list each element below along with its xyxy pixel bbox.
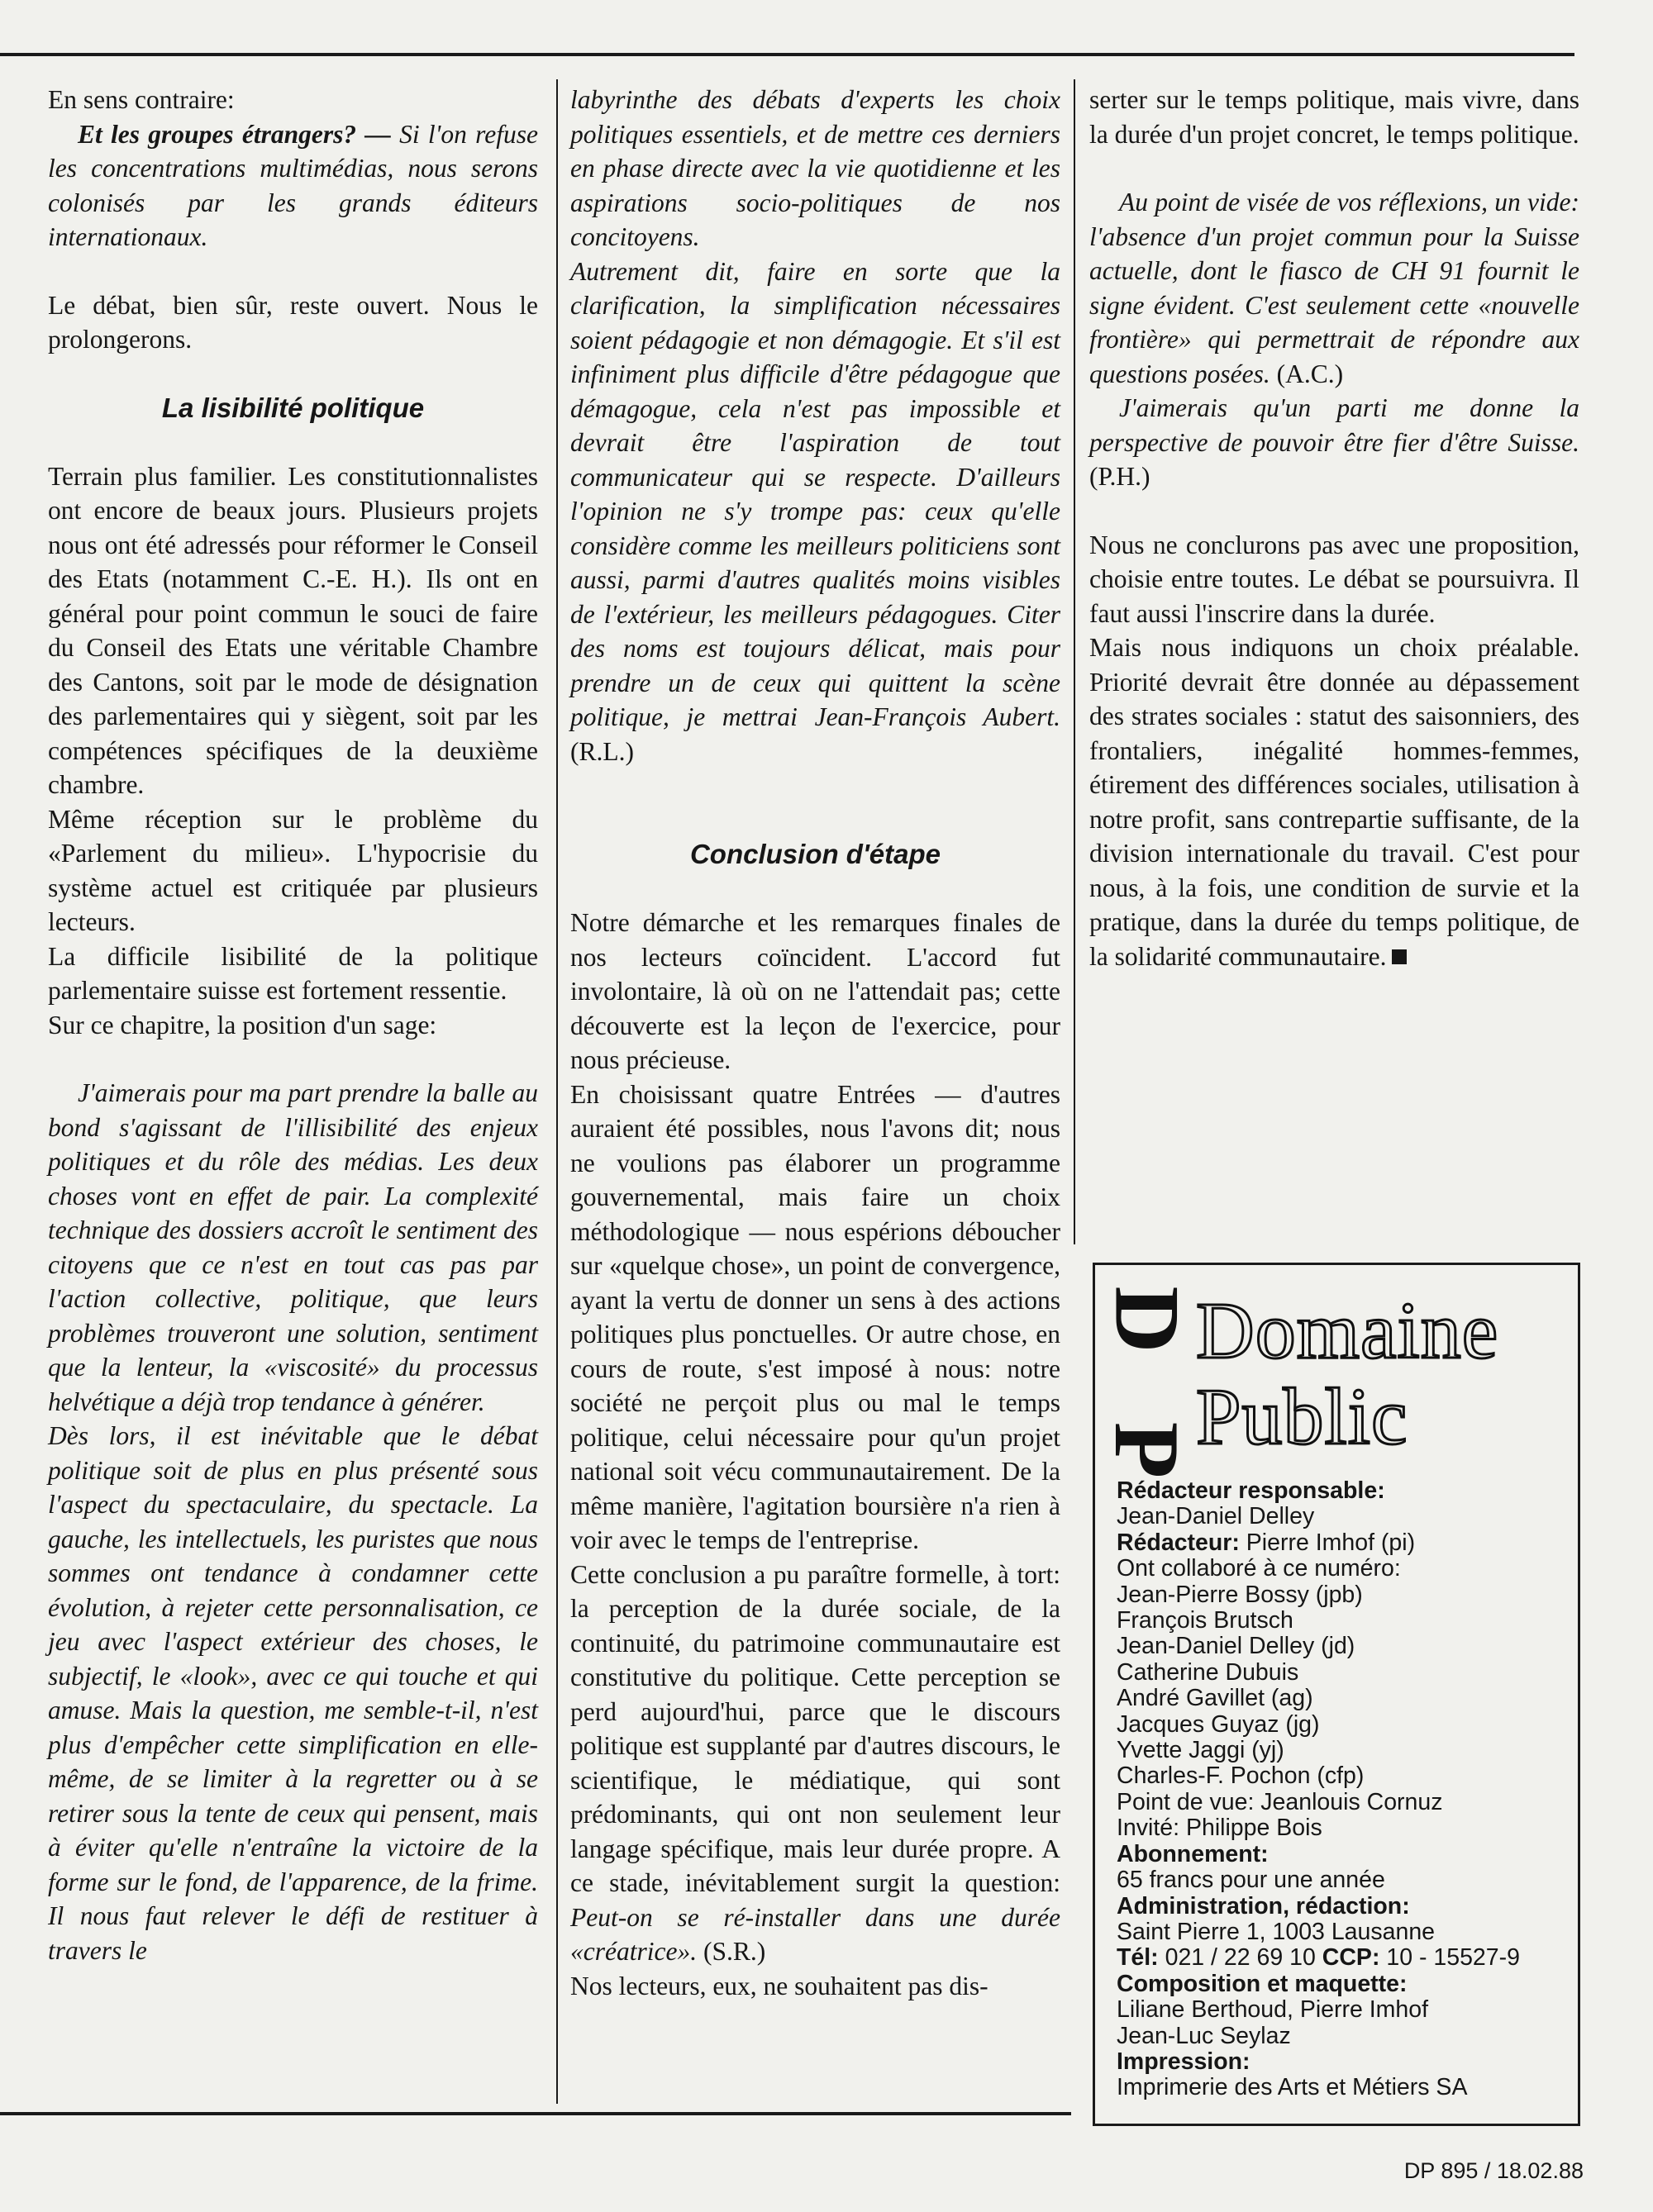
credit-label: CCP: (1322, 1944, 1380, 1972)
paragraph: En choisissant quatre Entrées — d'autres auraient été possibles, nous l'avons dit; nous ne voulions pas élaborer un programme gouvernemental, mais faire un choix méthodologique — nous espérions déboucher sur «quelque chose», un point de convergence, ayant la vertu de donner un sens à des actions politiques plus ponctuelles. Or autre chose, en cours de route, s'est imposé à nous: notre société ne perçoit plus ou mal le temps politique, celui nécessaire pour qu'un projet national soit vécu communautairement. De la même manière, l'agitation boursière n'a rien à voir avec le temps de l'entreprise. (570, 1079, 1060, 1554)
paragraph: Nos lecteurs, eux, ne souhaitent pas dis- (570, 1971, 988, 2000)
reader-quote: J'aimerais pour ma part prendre la balle au bond s'agissant de l'illisibilité des enjeux politiques et du rôle des médias. Les deux choses vont en effet de pair. La complexité technique des dossiers accroît le sentiment des citoyens que ce n'est en tout cas pas par l'action collective, politique, que leurs problèmes trouveront une solution, sentiment que la lenteur, la «viscosité» du processus helvétique a déjà trop tendance à générer. (48, 1078, 538, 1416)
credits (1117, 1478, 1571, 2101)
credit-line: Invité: Philippe Bois (1117, 1815, 1322, 1842)
credit-label: Impression: (1117, 2048, 1250, 2075)
reader-quote (1089, 391, 1579, 494)
credit-line: Jean-Pierre Bossy (jpb) (1117, 1581, 1363, 1608)
credit-line: Liliane Berthoud, Pierre Imhof (1117, 1996, 1429, 2024)
quote-text: Au point de visée de vos réflexions, un vide: l'absence d'un projet commun pour la Suisse actuelle, dont le fiasco de CH 91 fournit le signe évident. C'est seulement cette «nouvelle frontière» qui permettrait de répondre aux questions posées. (1089, 188, 1579, 388)
paragraph: La difficile lisibilité de la politique parlementaire suisse est fortement ressentie. (48, 941, 538, 1005)
paragraph: Même réception sur le problème du «Parlement du milieu». L'hypocrisie du système actuel est critiquée par plusieurs lecteurs. (48, 804, 538, 936)
paragraph-text: Mais nous indiquons un choix préalable. Priorité devrait être donnée au dépassement des strates sociales : statut des saisonniers, des frontaliers, inégalité hommes-femmes, étirement des différences sociales, utilisation à notre profit, sans contrepartie suffisante, de la division internationale du travail. C'est pour nous, à la fois, une condition de survie et la pratique, dans la durée du temps politique, de la solidarité communautaire. (1089, 633, 1579, 971)
credit-line: Yvette Jaggi (yj) (1117, 1737, 1284, 1764)
quote-text: J'aimerais qu'un parti me donne la perspective de pouvoir être fier d'être Suisse. (1089, 393, 1579, 457)
phone-number: 021 / 22 69 10 (1158, 1944, 1322, 1972)
credit-line: François Brutsch (1117, 1607, 1293, 1634)
reader-quote (48, 117, 538, 254)
reader-quote (1089, 185, 1579, 391)
paragraph: Sur ce chapitre, la position d'un sage: (48, 1010, 437, 1039)
credit-line: André Gavillet (ag) (1117, 1685, 1313, 1712)
logo-letter-d: D (1094, 1286, 1198, 1353)
quote-text: Autrement dit, faire en sorte que la clarification, la simplification nécessaires soient pédagogie et non démagogie. Et s'il est infiniment plus difficile d'être pédagogue que démagogue, cela n'est pas impossible et devrait être l'aspiration de tout communicateur qui se respecte. D'ailleurs l'opinion ne s'y trompe pas: ceux qu'elle considère comme les meilleurs politiciens sont aussi, parmi d'autres qualités moins visibles de l'extérieur, les meilleurs pédagogues. Citer des noms est toujours délicat, mais pour prendre un de ceux qui quittent la scène politique, je mettrai Jean-François Aubert. (570, 256, 1060, 731)
credit-line: Point de vue: Jeanlouis Cornuz (1117, 1788, 1443, 1815)
quote-signature: (S.R.) (697, 1937, 766, 1966)
dp-logo (1094, 1273, 1198, 1496)
issue-reference: DP 895 / 18.02.88 (1403, 2158, 1584, 2183)
paragraph (570, 1558, 1060, 1969)
quote-signature: (A.C.) (1270, 359, 1344, 388)
credit-line: Saint Pierre 1, 1003 Lausanne (1117, 1918, 1436, 1945)
credit-label: Tél: (1117, 1944, 1159, 1972)
credit-line: Charles-F. Pochon (cfp) (1117, 1762, 1365, 1790)
credit-line: Ont collaboré à ce numéro: (1117, 1555, 1401, 1582)
paragraph: Notre démarche et les remarques finales de nos lecteurs coïncident. L'accord fut involontaire, là où on ne l'attendait pas; cette découverte est la leçon de l'exercice, pour nous précieuse. (570, 908, 1060, 1074)
postal-account: 10 - 15527-9 (1379, 1944, 1520, 1972)
credit-line: Jean-Luc Seylaz (1117, 2022, 1291, 2049)
paragraph: Terrain plus familier. Les constitutionnalistes ont encore de beaux jours. Plusieurs projets nous ont été adressés pour réformer le Conseil des Etats (notamment C.-E. H.). Ils ont en général pour point commun le souci de faire du Conseil des Etats une véritable Chambre des Cantons, soit par le mode de désignation des parlementaires qui y siègent, soit par les compétences spécifiques de la deuxième chambre. (48, 461, 538, 799)
quote-signature: (R.L.) (570, 736, 634, 766)
logo-letter-p: P (1094, 1421, 1198, 1479)
credit-line: Catherine Dubuis (1117, 1658, 1299, 1686)
column-divider-2 (1074, 79, 1075, 1244)
end-of-article-mark (1392, 949, 1407, 964)
article-column-2 (570, 83, 1060, 2003)
section-heading: La lisibilité politique (161, 392, 425, 423)
colophon-box (1093, 1263, 1580, 2126)
quote-signature: (P.H.) (1089, 462, 1150, 491)
quote-text: Peut-on se ré-installer dans une durée «créatrice». (570, 1902, 1060, 1966)
credit-line: Imprimerie des Arts et Métiers SA (1117, 2074, 1468, 2101)
paragraph (1089, 630, 1579, 973)
credit-value: Pierre Imhof (pi) (1239, 1529, 1416, 1556)
quote-lead: Et les groupes étrangers? — (78, 119, 391, 149)
logo-word-domaine: Domaine (1196, 1287, 1499, 1376)
credit-label: Administration, rédaction: (1117, 1892, 1410, 1919)
credit-line: Jean-Daniel Delley (jd) (1117, 1633, 1355, 1660)
credit-line (1117, 1530, 1571, 1556)
credit-label: Rédacteur responsable: (1117, 1477, 1385, 1504)
paragraph-text: Cette conclusion a pu paraître formelle, à tort: la perception de la durée sociale, de la continuité, du patrimoine communautaire est constitutive du politique. Cette perception se perd aujourd'hui, parce que le discours politique est supplanté par d'autres discours, le scientifique, le médiatique, qui sont prédominants, qui ont non seulement leur langage spécifique, mais leur durée propre. A ce stade, inévitablement surgit la question: (570, 1559, 1060, 1897)
quote-text: Si l'on refuse les concentrations multimédias, nous serons colonisés par les grands éditeurs internationaux. (48, 119, 538, 251)
credit-label: Abonnement: (1117, 1840, 1269, 1867)
credit-line: Jacques Guyaz (jg) (1117, 1710, 1320, 1738)
bottom-rule (0, 2112, 1071, 2115)
reader-quote: Dès lors, il est inévitable que le débat politique soit de plus en plus présenté sous l'aspect du spectaculaire, du spectacle. La gauche, les intellectuels, les puristes que nous sommes ont tendance à condamner cette évolution, à rejeter cette personnalisation, ce jeu avec l'aspect extérieur des choses, le subjectif, le «look», avec ce qui touche et qui amuse. Mais la question, me semble-t-il, n'est plus d'empêcher cette simplification en elle-même, de se limiter à la regretter ou à se retirer sous la tente de ceux qui pensent, mais à éviter qu'elle n'entraîne la victoire de la forme sur le fond, de l'apparence, de la frime. Il nous faut relever le défi de restituer à travers le (48, 1421, 538, 1965)
reader-quote: labyrinthe des débats d'experts les choix politiques essentiels, et de mettre ces derniers en phase directe avec la vie quotidienne et les aspirations socio-politiques de nos concitoyens. (570, 85, 1060, 251)
paragraph: En sens contraire: (48, 85, 235, 114)
credit-line (1117, 1945, 1571, 1971)
logo-word-public: Public (1196, 1372, 1408, 1462)
column-divider-1 (556, 79, 558, 2104)
credit-line: 65 francs pour une année (1117, 1867, 1385, 1894)
reader-quote (570, 254, 1060, 769)
credit-line: Jean-Daniel Delley (1117, 1503, 1315, 1530)
paragraph: serter sur le temps politique, mais vivre, dans la durée d'un projet concret, le temps politique. (1089, 85, 1579, 149)
paragraph: Le débat, bien sûr, reste ouvert. Nous le prolongerons. (48, 290, 538, 354)
section-heading: Conclusion d'étape (689, 839, 941, 869)
article-column-3 (1089, 83, 1579, 973)
top-rule (0, 53, 1574, 56)
credit-label: Composition et maquette: (1117, 1970, 1408, 1997)
credit-label: Rédacteur: (1117, 1529, 1240, 1556)
article-column-1 (48, 83, 538, 1967)
paragraph: Nous ne conclurons pas avec une proposition, choisie entre toutes. Le débat se poursuivra. Il faut aussi l'inscrire dans la durée. (1089, 530, 1579, 628)
